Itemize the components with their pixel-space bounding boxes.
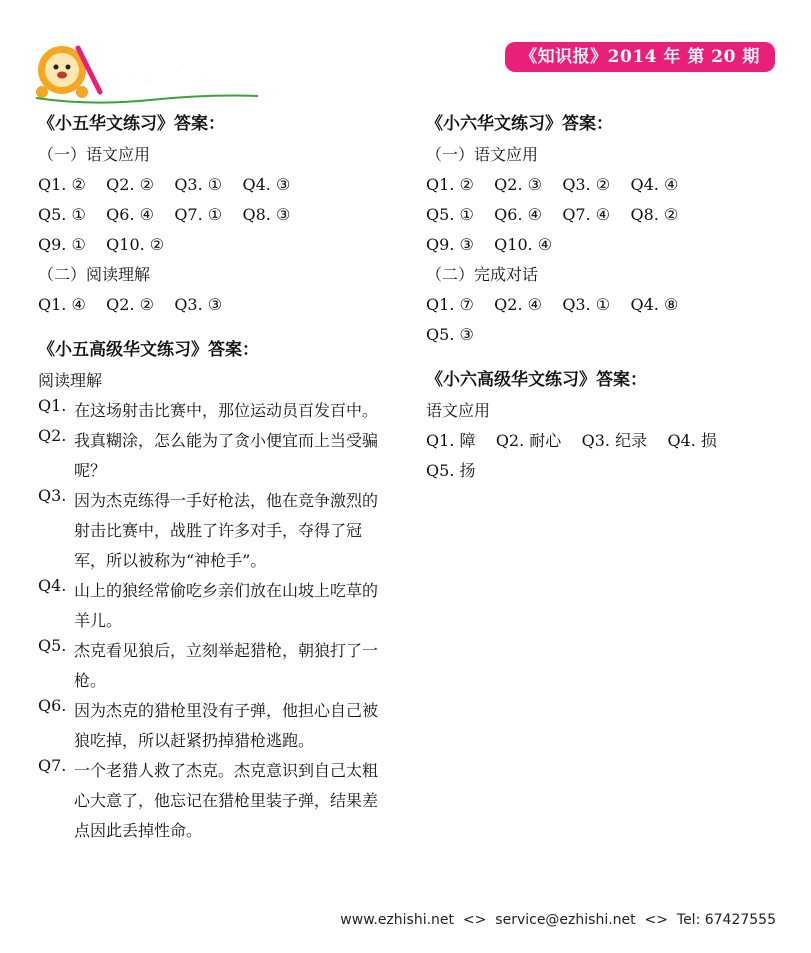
answer-row: Q1. ② Q2. ② Q3. ① Q4. ③ bbox=[38, 175, 291, 194]
answer-text: 山上的狼经常偷吃乡亲们放在山坡上吃草的羊儿。 bbox=[74, 581, 379, 630]
part-heading: （二）阅读理解 bbox=[38, 265, 151, 284]
question-number: Q4. bbox=[38, 576, 67, 595]
section-title-p6: 《小六华文练习》答案： bbox=[426, 114, 613, 134]
answer-text: 在这场射击比赛中，那位运动员百发百中。 bbox=[74, 401, 379, 420]
part-heading: （一）语文应用 bbox=[426, 145, 539, 164]
left-column bbox=[38, 108, 388, 846]
qa-item bbox=[38, 696, 388, 756]
part-heading: 语文应用 bbox=[426, 401, 491, 420]
answer-text: 因为杰克的猎枪里没有子弹，他担心自己被狼吃掉，所以赶紧扔掉猎枪逃跑。 bbox=[74, 701, 379, 750]
answer-text: 我真糊涂，怎么能为了贪小便宜而上当受骗呢？ bbox=[74, 431, 379, 480]
answer-text: 一个老猎人救了杰克。杰克意识到自己太粗心大意了，他忘记在猎枪里装子弹，结果差点因此丢掉性命。 bbox=[74, 761, 379, 840]
page-header bbox=[0, 0, 811, 110]
answer-text: 杰克看见狼后，立刻举起猎枪，朝狼打了一枪。 bbox=[74, 641, 379, 690]
answer-row: Q1. 障 Q2. 耐心 Q3. 纪录 Q4. 损 bbox=[426, 431, 717, 450]
footer-contact: www.ezhishi.net <> service@ezhishi.net <> Tel: 67427555 bbox=[340, 912, 776, 928]
section-title-p6-advanced: 《小六高级华文练习》答案： bbox=[426, 370, 647, 390]
part-heading: 阅读理解 bbox=[38, 371, 103, 390]
section-title-p5-advanced: 《小五高级华文练习》答案： bbox=[38, 340, 259, 360]
part-heading: （二）完成对话 bbox=[426, 265, 539, 284]
answer-row: Q5. ③ bbox=[426, 325, 474, 344]
answer-text: 因为杰克练得一手好枪法，他在竞争激烈的射击比赛中，战胜了许多对手，夺得了冠军，所以被称为“神枪手”。 bbox=[74, 491, 379, 570]
question-number: Q2. bbox=[38, 426, 67, 445]
answer-row: Q5. ① Q6. ④ Q7. ④ Q8. ② bbox=[426, 205, 679, 224]
right-column bbox=[426, 108, 776, 486]
qa-item bbox=[38, 636, 388, 696]
lion-logo-icon bbox=[30, 40, 260, 104]
answer-row: Q5. ① Q6. ④ Q7. ① Q8. ③ bbox=[38, 205, 291, 224]
qa-item bbox=[38, 756, 388, 846]
question-number: Q6. bbox=[38, 696, 67, 715]
part-heading: （一）语文应用 bbox=[38, 145, 151, 164]
section-title-p5: 《小五华文练习》答案： bbox=[38, 114, 225, 134]
answer-row: Q1. ② Q2. ③ Q3. ② Q4. ④ bbox=[426, 175, 679, 194]
answer-row: Q9. ① Q10. ② bbox=[38, 235, 165, 254]
issue-badge: 《知识报》2014 年 第 20 期 bbox=[505, 42, 775, 72]
question-number: Q5. bbox=[38, 636, 67, 655]
answer-row: Q5. 扬 bbox=[426, 461, 476, 480]
qa-item bbox=[38, 426, 388, 486]
logo-title: 练习答案 bbox=[102, 57, 207, 87]
answer-row: Q1. ④ Q2. ② Q3. ③ bbox=[38, 295, 223, 314]
question-number: Q7. bbox=[38, 756, 67, 775]
qa-item bbox=[38, 576, 388, 636]
answer-row: Q1. ⑦ Q2. ④ Q3. ① Q4. ⑧ bbox=[426, 295, 679, 314]
question-number: Q1. bbox=[38, 396, 67, 415]
question-number: Q3. bbox=[38, 486, 67, 505]
qa-item bbox=[38, 396, 388, 426]
answer-row: Q9. ③ Q10. ④ bbox=[426, 235, 553, 254]
qa-item bbox=[38, 486, 388, 576]
